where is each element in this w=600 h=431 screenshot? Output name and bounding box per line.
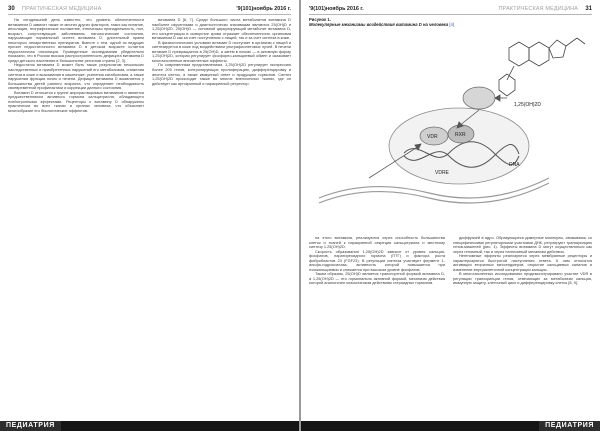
text-column-2 xyxy=(453,236,592,410)
nucleus xyxy=(389,108,529,184)
figure-caption xyxy=(309,17,594,27)
section-label: ПЕДИАТРИЯ xyxy=(0,421,61,431)
paragraph: Скорость образования 1,25(OH)2D зависит от уровня кальция, фосфатов, паратиреоидного гормона (ПТГ) и фактора роста фибробластов 23 (FGF23). В регуляции синтеза участвует фермент 1-альфа-гидроксилаза, активность которой повышается при гипокальциемии и снижается при высоком уровне фосфатов. xyxy=(309,248,445,272)
paragraph: витамина D [6, 7]. Среди большого числа метаболитов витамина D наиболее изученными и диагностически значимыми являются 25(OH)D и 1,25(OH)2D. 25(OH)D — основной циркулирующий метаболит витамина D, его концентрация в сыворотке крови отражает обеспеченность организма витамином D как за счет поступления с пищей, так и за счет синтеза в коже. xyxy=(152,18,291,41)
magazine-title: ПРАКТИЧЕСКАЯ МЕДИЦИНА xyxy=(22,6,102,12)
paragraph: диффузией в ядро. Образующиеся димерные молекулы, связываясь со специфическими регуляторными участками ДНК, регулируют транскрипцию генов-мишеней (рис. 1). Эффекты витамина D могут осуществляться как через геномный, так и через негеномный механизм действия. xyxy=(453,236,592,254)
paragraph: на этого витамина, реализуются через способность большинства клеток и тканей к паракринной секреции кальцитриола и местному синтезу 1,25(OH)2D. xyxy=(309,236,445,250)
dna-label: DNA xyxy=(509,162,520,168)
page-number: 31 xyxy=(585,6,592,12)
text-column-1 xyxy=(8,18,144,410)
ligand-label: 1,25(OH)2D xyxy=(514,102,541,108)
left-page xyxy=(0,0,299,431)
figure-diagram xyxy=(309,28,592,228)
figure-title: Молекулярные механизмы воздействия витамина D на человека xyxy=(309,22,449,27)
page-footer xyxy=(0,421,299,431)
magazine-title: ПРАКТИЧЕСКАЯ МЕДИЦИНА xyxy=(498,6,578,12)
issue-info: '9(101)ноябрь 2016 г. xyxy=(309,6,364,12)
paragraph: Негеномные эффекты реализуются через мембранные рецепторы и характеризуются быстротой наступления ответа. К ним относятся активация вторичных мессенджеров, открытие кальциевых каналов и изменение внутриклеточной концентрации кальция. xyxy=(453,253,592,272)
vdr-label: VDR xyxy=(427,134,438,140)
page-header xyxy=(309,4,592,15)
paragraph: В физиологических условиях витамин D поступает в организм с пищей и синтезируется в коже под воздействием ультрафиолетовых лучей. В печени витамин D превращается в 25(OH)D, а затем в почках — в активную форму 1,25(OH)2D, которая регулирует фосфорно-кальциевый обмен и оказывает многочисленные внескелетные эффекты. xyxy=(152,39,291,63)
paragraph: По современным представлениям, 1,25(OH)2D регулирует экспрессию более 200 генов, контролирующих пролиферацию, дифференцировку и апоптоз клеток, а также иммунный ответ и продукцию гормонов. Синтез 1,25(OH)2D происходит также во многих внепочечных тканях, где он действует как аутокринный и паракринный регулятор. xyxy=(152,62,291,86)
figure-reference: [4] xyxy=(449,22,454,27)
page-header xyxy=(8,4,291,15)
right-page xyxy=(301,0,600,431)
issue-info: '9(101)ноябрь 2016 г. xyxy=(236,6,291,12)
paragraph: Недостаток витамина D может быть также результатом нескольких наследственных и приобретенных нарушений его метаболизма, снижения синтеза в коже и всасывания в кишечнике, усиления катаболизма, а также нарушения функции почек и печени. Дефицит витамина D выявляется у большинства детей раннего возраста, что определяет необходимость своевременной профилактики и коррекции данного состояния. xyxy=(8,62,144,91)
rxr-label: RXR xyxy=(455,132,466,138)
vdre-label: VDRE xyxy=(435,170,449,176)
paragraph: Витамин D относится к группе жирорастворимых витаминов и является предшественником активного гормона кальцитриола, обладающего плейотропными эффектами. Рецепторы к витамину D обнаружены практически во всех тканях и органах человека, что объясняет многообразие его биологических эффектов. xyxy=(8,89,144,113)
vdr-cytoplasm xyxy=(463,87,495,109)
vitamin-d-molecule xyxy=(499,38,585,96)
paragraph: На сегодняшний день известно, что уровень обеспеченности витамином D зависит также от многих других факторов, таких как питание, инсоляция, географическое положение, этническая принадлежность, пол, возраст, сопутствующие заболевания, патологические состояния, нарушающие нормальный синтез витамина D, длительный прием некоторых лекарственных препаратов. Вместе с тем, одной из ведущих причин недостаточности витамина D в детском возрасте остается недостаточная инсоляция. Проведенные исследования убедительно показали, что в России высока распространенность дефицита витамина D среди детского населения в большинстве регионов страны [2, 3]. xyxy=(8,18,144,63)
figure-label: Рисунок 1. xyxy=(309,17,331,22)
paragraph: Таким образом, 25(OH)D является транспортной формой витамина D, а 1,25(OH)2D — его гормонально активной формой, механизм действия которой аналогичен классическим действиям стероидных гормонов. xyxy=(309,271,445,286)
paragraph: В многочисленных исследованиях продемонстрировано участие VDR в регуляции транскрипции генов, отвечающих за метаболизм кальция, иммунную защиту, клеточный цикл и дифференцировку клеток [8, 9]. xyxy=(453,271,592,286)
text-column-1 xyxy=(309,236,445,410)
page-footer xyxy=(301,421,600,431)
text-column-2 xyxy=(152,18,291,410)
section-label: ПЕДИАТРИЯ xyxy=(539,421,600,431)
cell-membrane xyxy=(319,183,549,203)
page-number: 30 xyxy=(8,6,15,12)
